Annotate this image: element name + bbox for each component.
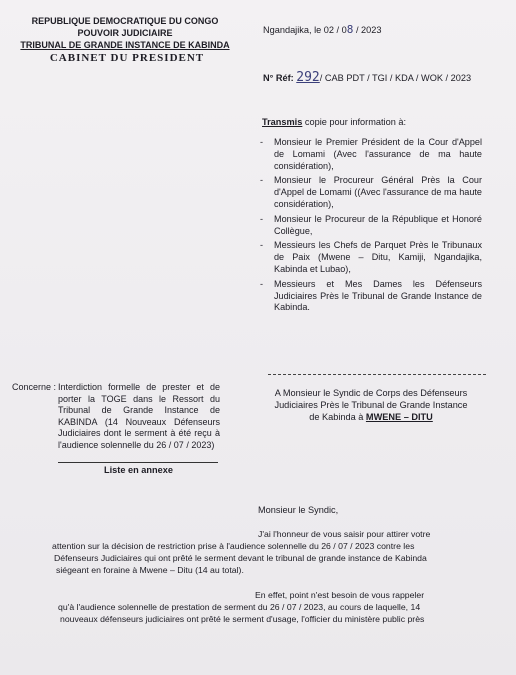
body-line: siégeant en foraine à Mwene – Ditu (14 au total). [56, 565, 244, 575]
addressee-block: A Monsieur le Syndic de Corps des Défenseurs Judiciaires Près le Tribunal de Grande Instance de Kabinda à MWENE – DITU [274, 388, 468, 422]
addressee-divider [268, 374, 486, 375]
handwritten-ref: 292 [296, 70, 320, 85]
list-item: - Messieurs les Chefs de Parquet Près le Tribunaux de Paix (Mwene – Ditu, Kamiji, Ngandajika, Kabinda et Lubao), [260, 240, 482, 274]
body-line: J'ai l'honneur de vous saisir pour attirer votre [258, 529, 431, 539]
list-item: - Messieurs et Mes Dames les Défenseurs Judiciaires Près le Tribunal de Grande Instance de Kabinda. [260, 278, 482, 313]
handwritten-month: 8 [346, 23, 354, 36]
concern-label: Concerne : [12, 382, 57, 392]
transmis-heading: Transmis copie pour information à: [262, 117, 407, 127]
body-line: attention sur la décision de restriction prise à l'audience solennelle du 26 / 07 / 2023 contre les [52, 541, 415, 551]
body-line: nouveaux défenseurs judiciaires ont prêté le serment d'usage, l'officier du ministère public près [60, 614, 425, 624]
place-date: Ngandajika, le 02 / 08 / 2023 [263, 23, 382, 36]
annex-note: Liste en annexe [104, 465, 173, 475]
salutation: Monsieur le Syndic, [258, 505, 339, 515]
reference-number: N° Réf: 292/ CAB PDT / TGI / KDA / WOK / 2023 [263, 70, 472, 85]
header-cabinet: CABINET DU PRESIDENT [49, 52, 205, 64]
list-item: - Monsieur le Procureur Général Près la Cour d'Appel de Lomami ((Avec l'assurance de ma haute considération), [260, 175, 482, 209]
header-tribunal: TRIBUNAL DE GRANDE INSTANCE DE KABINDA [20, 40, 230, 50]
body-line: Défenseurs Judiciaires qui ont prêté le serment devant le tribunal de grande instance de Kabinda [54, 553, 427, 563]
header-country: REPUBLIQUE DEMOCRATIQUE DU CONGO [31, 16, 219, 26]
concern-text: Interdiction formelle de prester et de porter la TOGE dans le Ressort du Tribunal de Grande Instance de KABINDA (14 Nouveaux Défenseurs Judiciaires dont le serment à été reçu à l'audience solennelle du 26 / 07 / 2023) [58, 382, 220, 450]
body-line: En effet, point n'est besoin de vous rappeler [255, 590, 425, 600]
concern-divider [58, 462, 218, 463]
list-item: - Monsieur le Premier Président de la Cour d'Appel de Lomami (Avec l'assurance de ma haute considération), [260, 137, 482, 171]
body-line: qu'à l'audience solennelle de prestation de serment du 26 / 07 / 2023, au cours de laquelle, 14 [58, 602, 421, 612]
addressee-place: MWENE – DITU [365, 411, 433, 422]
list-item: - Monsieur le Procureur de la République et Honoré Collègue, [260, 213, 482, 236]
recipient-list [260, 137, 482, 317]
header-power: POUVOIR JUDICIAIRE [77, 28, 173, 38]
